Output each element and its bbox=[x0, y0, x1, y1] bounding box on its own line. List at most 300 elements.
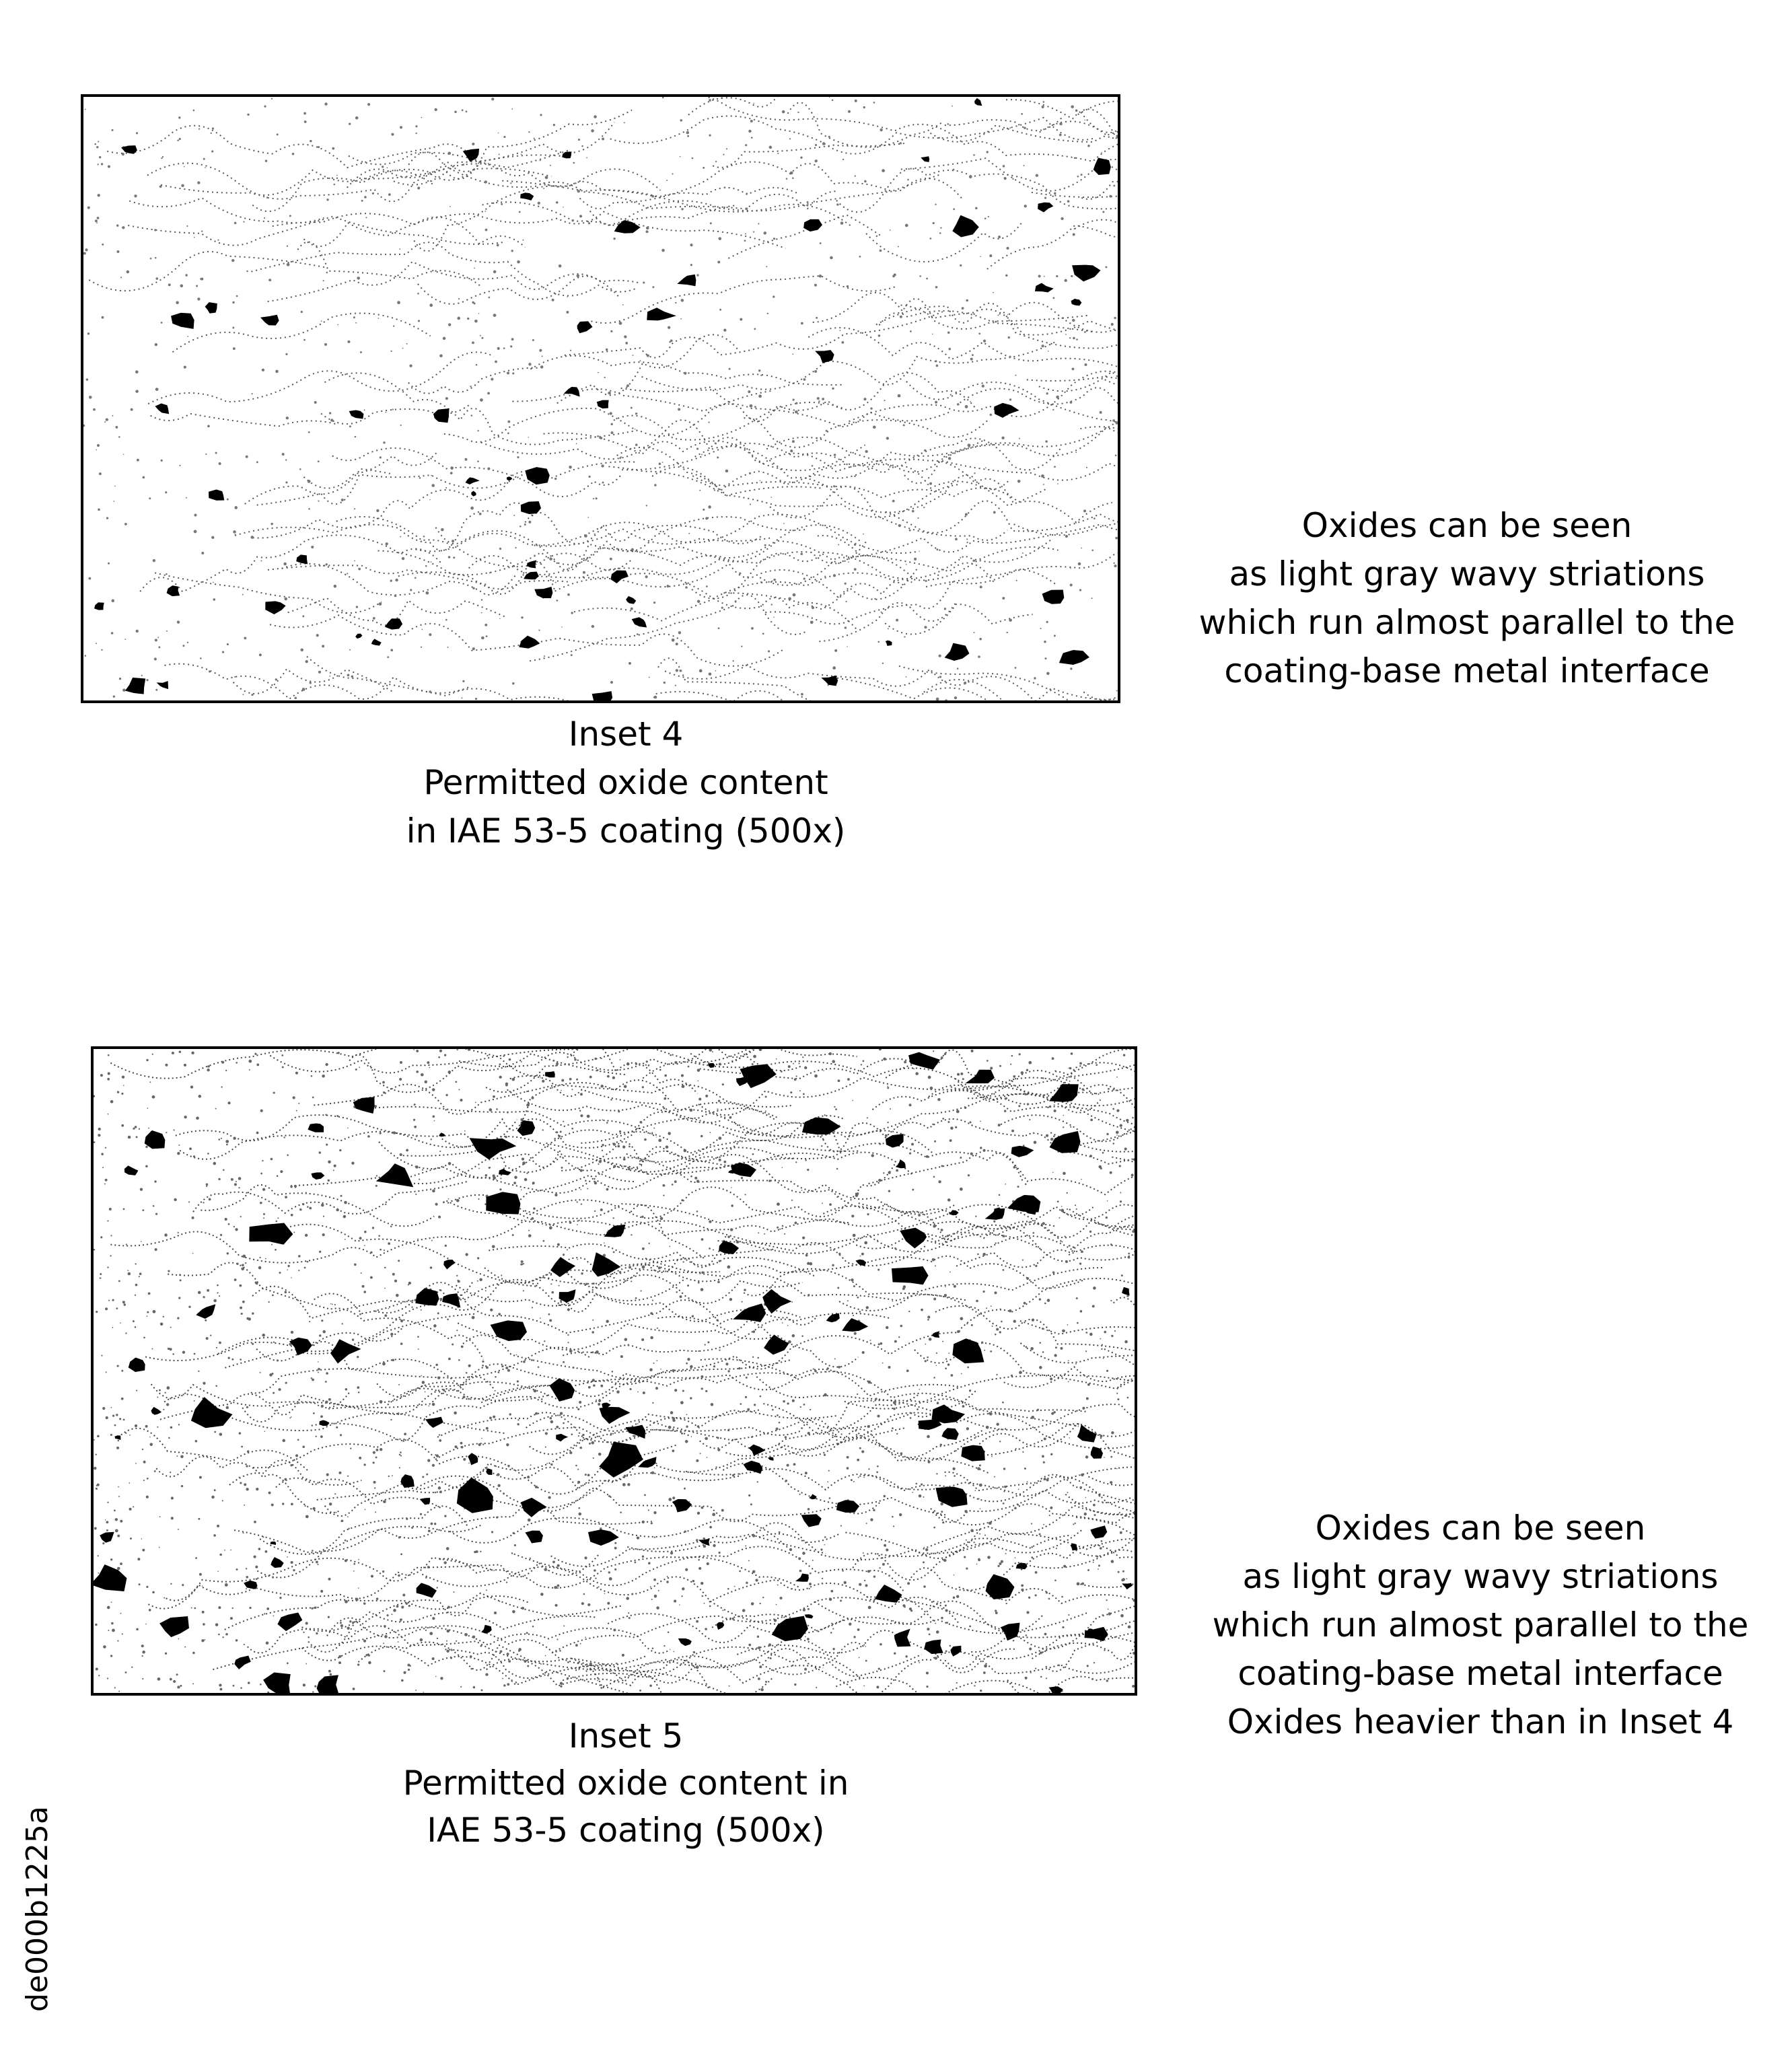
speckle bbox=[696, 1539, 698, 1541]
speckle bbox=[1073, 233, 1075, 236]
speckle bbox=[108, 1054, 110, 1056]
speckle bbox=[1047, 1106, 1049, 1108]
speckle bbox=[584, 534, 587, 538]
speckle bbox=[511, 250, 513, 252]
speckle bbox=[423, 1692, 424, 1693]
speckle bbox=[230, 1550, 231, 1551]
oxide-particle bbox=[125, 678, 145, 694]
speckle bbox=[1048, 351, 1049, 352]
speckle bbox=[705, 1390, 707, 1392]
speckle bbox=[474, 268, 475, 269]
speckle bbox=[600, 1385, 603, 1387]
speckle bbox=[1110, 1481, 1112, 1484]
speckle bbox=[282, 1503, 284, 1505]
speckle bbox=[336, 1115, 338, 1117]
speckle bbox=[829, 1203, 832, 1206]
speckle bbox=[472, 341, 474, 344]
speckle bbox=[311, 1377, 312, 1379]
speckle bbox=[592, 1331, 594, 1334]
speckle bbox=[303, 112, 306, 115]
speckle bbox=[497, 244, 499, 246]
speckle bbox=[505, 1084, 508, 1087]
speckle bbox=[286, 417, 289, 419]
speckle bbox=[439, 1439, 441, 1442]
speckle bbox=[654, 484, 657, 486]
speckle bbox=[495, 1376, 497, 1378]
speckle bbox=[142, 1549, 145, 1552]
speckle bbox=[382, 166, 384, 168]
speckle bbox=[840, 1525, 842, 1526]
speckle bbox=[96, 449, 97, 451]
speckle bbox=[209, 1198, 211, 1201]
oxide-particle bbox=[1042, 589, 1065, 604]
speckle bbox=[1107, 1200, 1108, 1202]
speckle bbox=[978, 1498, 979, 1499]
oxide-striation bbox=[481, 420, 865, 470]
speckle bbox=[645, 1064, 647, 1066]
speckle bbox=[882, 663, 884, 664]
speckle bbox=[193, 1155, 195, 1157]
speckle bbox=[1067, 200, 1070, 203]
speckle bbox=[560, 1300, 562, 1302]
speckle bbox=[123, 1208, 125, 1210]
speckle bbox=[278, 1388, 281, 1391]
speckle bbox=[322, 1233, 325, 1236]
speckle bbox=[945, 1651, 947, 1653]
speckle bbox=[166, 1403, 169, 1406]
speckle bbox=[1051, 1412, 1054, 1415]
oxide-particle bbox=[768, 1457, 774, 1460]
speckle bbox=[110, 1558, 112, 1560]
speckle bbox=[400, 536, 401, 537]
speckle bbox=[500, 1178, 501, 1179]
speckle bbox=[866, 1523, 867, 1524]
speckle bbox=[666, 1145, 669, 1149]
speckle bbox=[1003, 1468, 1005, 1470]
speckle bbox=[626, 1062, 630, 1066]
speckle bbox=[658, 1266, 661, 1269]
speckle bbox=[135, 1263, 136, 1264]
speckle bbox=[1131, 1657, 1132, 1658]
speckle bbox=[375, 1511, 376, 1513]
speckle bbox=[851, 1479, 853, 1481]
speckle bbox=[1009, 1309, 1011, 1312]
speckle bbox=[670, 1411, 674, 1414]
speckle bbox=[962, 307, 964, 310]
speckle bbox=[563, 207, 564, 208]
speckle bbox=[1046, 672, 1050, 676]
oxide-striation bbox=[359, 110, 632, 179]
speckle bbox=[624, 335, 626, 338]
speckle bbox=[1110, 1243, 1112, 1245]
oxide-particle bbox=[733, 1303, 766, 1322]
speckle bbox=[1077, 1582, 1080, 1585]
speckle bbox=[322, 1075, 325, 1078]
speckle bbox=[1034, 1141, 1037, 1144]
speckle bbox=[698, 1350, 699, 1352]
speckle bbox=[581, 145, 583, 147]
speckle bbox=[116, 225, 118, 227]
oxide-striation bbox=[118, 1429, 310, 1472]
speckle bbox=[560, 1685, 562, 1687]
speckle bbox=[943, 1559, 947, 1562]
speckle bbox=[966, 1427, 969, 1430]
speckle bbox=[184, 366, 186, 369]
speckle bbox=[668, 1132, 671, 1135]
speckle bbox=[1043, 101, 1045, 103]
speckle bbox=[777, 1414, 779, 1416]
speckle bbox=[122, 226, 124, 229]
speckle bbox=[323, 280, 324, 281]
speckle bbox=[976, 1300, 978, 1303]
oxide-striation bbox=[408, 368, 540, 394]
speckle bbox=[390, 1419, 392, 1420]
speckle bbox=[1007, 632, 1008, 633]
oxide-striation bbox=[282, 564, 517, 595]
speckle bbox=[236, 1181, 237, 1182]
speckle bbox=[475, 698, 477, 700]
oxide-particle bbox=[1072, 265, 1100, 282]
speckle bbox=[101, 1153, 104, 1155]
speckle bbox=[435, 1203, 437, 1206]
speckle bbox=[113, 501, 114, 502]
speckle bbox=[135, 370, 139, 373]
speckle bbox=[977, 1254, 979, 1256]
speckle bbox=[712, 1051, 713, 1052]
oxide-particle bbox=[795, 1573, 809, 1581]
oxide-striation bbox=[879, 311, 1094, 332]
speckle bbox=[246, 1568, 247, 1569]
speckle bbox=[972, 559, 975, 562]
speckle bbox=[829, 1497, 831, 1499]
speckle bbox=[135, 1126, 137, 1128]
speckle bbox=[652, 1299, 653, 1301]
speckle bbox=[909, 1153, 911, 1155]
speckle bbox=[134, 194, 137, 197]
speckle bbox=[757, 1357, 759, 1359]
speckle bbox=[829, 1598, 832, 1601]
oxide-striation bbox=[358, 1642, 805, 1693]
speckle bbox=[1038, 275, 1041, 277]
speckle bbox=[634, 1435, 636, 1437]
oxide-striation bbox=[652, 467, 960, 517]
speckle bbox=[422, 1476, 424, 1478]
speckle bbox=[365, 1654, 367, 1656]
speckle bbox=[523, 1290, 524, 1291]
speckle bbox=[560, 1412, 563, 1414]
speckle bbox=[408, 1605, 410, 1607]
speckle bbox=[892, 275, 895, 278]
speckle bbox=[752, 1153, 754, 1155]
speckle bbox=[747, 1408, 750, 1411]
speckle bbox=[1040, 1651, 1042, 1654]
speckle bbox=[157, 1426, 158, 1428]
oxide-striation bbox=[469, 525, 860, 575]
speckle bbox=[141, 1655, 143, 1657]
speckle bbox=[301, 311, 303, 313]
speckle bbox=[919, 1389, 920, 1390]
speckle bbox=[148, 1128, 149, 1129]
speckle bbox=[242, 1301, 245, 1303]
speckle bbox=[217, 1285, 219, 1287]
speckle bbox=[801, 322, 803, 325]
speckle bbox=[329, 412, 331, 414]
speckle bbox=[540, 1663, 542, 1665]
speckle bbox=[291, 1503, 293, 1505]
speckle bbox=[213, 1534, 216, 1537]
speckle bbox=[610, 1099, 612, 1101]
speckle bbox=[651, 554, 653, 556]
speckle bbox=[461, 1446, 464, 1449]
speckle bbox=[666, 585, 669, 587]
speckle bbox=[100, 1273, 102, 1275]
speckle bbox=[635, 412, 637, 414]
speckle bbox=[115, 426, 118, 429]
speckle bbox=[814, 284, 817, 287]
inset-4-note bbox=[1171, 501, 1763, 695]
speckle bbox=[429, 1530, 431, 1531]
speckle bbox=[909, 530, 911, 532]
speckle bbox=[126, 1243, 127, 1245]
speckle bbox=[578, 1513, 581, 1516]
speckle bbox=[750, 404, 753, 408]
speckle bbox=[567, 1342, 569, 1343]
speckle bbox=[395, 579, 398, 581]
speckle bbox=[306, 1192, 307, 1193]
speckle bbox=[681, 208, 683, 210]
speckle bbox=[445, 1245, 447, 1247]
speckle bbox=[112, 1327, 113, 1328]
speckle bbox=[177, 1152, 180, 1155]
speckle bbox=[684, 1488, 686, 1490]
speckle bbox=[801, 1190, 803, 1191]
speckle bbox=[299, 1208, 302, 1211]
speckle bbox=[862, 1060, 864, 1062]
speckle bbox=[512, 1610, 515, 1614]
speckle bbox=[708, 421, 709, 423]
speckle bbox=[612, 1371, 614, 1373]
speckle bbox=[606, 349, 608, 351]
speckle bbox=[439, 1490, 442, 1493]
speckle bbox=[349, 425, 351, 427]
speckle bbox=[1133, 1652, 1135, 1655]
oxide-striation bbox=[1007, 1669, 1135, 1693]
oxide-striation bbox=[859, 1476, 1135, 1514]
speckle bbox=[97, 194, 100, 196]
speckle bbox=[1073, 1246, 1075, 1248]
speckle bbox=[1033, 1132, 1034, 1134]
speckle bbox=[349, 649, 351, 651]
speckle bbox=[503, 1055, 505, 1057]
speckle bbox=[200, 278, 202, 280]
speckle bbox=[1044, 657, 1046, 659]
speckle bbox=[618, 1110, 620, 1112]
speckle bbox=[894, 1340, 897, 1343]
speckle bbox=[645, 575, 648, 578]
speckle bbox=[1007, 314, 1009, 316]
speckle bbox=[347, 674, 350, 676]
inset-5-note-line: as light gray wavy striations bbox=[1242, 1557, 1719, 1596]
speckle bbox=[1068, 1360, 1069, 1361]
speckle bbox=[290, 1561, 293, 1564]
speckle bbox=[400, 1620, 401, 1622]
speckle bbox=[722, 1083, 724, 1085]
speckle bbox=[1074, 157, 1076, 159]
oxide-striation bbox=[1006, 100, 1118, 140]
speckle bbox=[939, 232, 941, 234]
speckle bbox=[417, 293, 419, 295]
oxide-striation bbox=[89, 252, 326, 291]
speckle bbox=[765, 1681, 767, 1683]
speckle bbox=[752, 1063, 754, 1065]
speckle bbox=[227, 643, 229, 645]
speckle bbox=[243, 221, 244, 223]
speckle bbox=[709, 99, 711, 102]
oxide-striation bbox=[523, 573, 857, 628]
speckle bbox=[950, 1126, 954, 1130]
speckle bbox=[1124, 1147, 1127, 1150]
speckle bbox=[980, 585, 982, 588]
speckle bbox=[787, 1402, 789, 1404]
speckle bbox=[1077, 1322, 1079, 1324]
speckle bbox=[184, 1064, 186, 1066]
speckle bbox=[957, 667, 959, 670]
oxide-striation bbox=[943, 424, 1118, 457]
speckle bbox=[1131, 1173, 1134, 1176]
speckle bbox=[1104, 1331, 1106, 1334]
speckle bbox=[419, 1178, 420, 1180]
speckle bbox=[567, 1308, 570, 1311]
speckle bbox=[980, 1121, 981, 1122]
speckle bbox=[219, 1342, 221, 1344]
speckle bbox=[701, 1582, 703, 1585]
speckle bbox=[400, 1455, 402, 1456]
speckle bbox=[927, 1461, 930, 1463]
speckle bbox=[263, 1213, 265, 1215]
speckle bbox=[466, 1372, 468, 1374]
speckle bbox=[316, 1561, 318, 1564]
speckle bbox=[969, 1625, 971, 1627]
speckle bbox=[170, 1327, 172, 1328]
speckle bbox=[1071, 105, 1074, 108]
speckle bbox=[969, 1389, 971, 1391]
speckle bbox=[732, 1474, 735, 1477]
speckle bbox=[796, 1075, 797, 1077]
speckle bbox=[425, 1577, 427, 1579]
speckle bbox=[692, 157, 694, 159]
speckle bbox=[824, 576, 826, 577]
speckle bbox=[121, 1398, 124, 1400]
speckle bbox=[794, 1079, 797, 1081]
speckle bbox=[499, 618, 501, 620]
speckle bbox=[358, 1391, 360, 1394]
oxide-particle bbox=[728, 1169, 734, 1173]
speckle bbox=[245, 1262, 246, 1264]
speckle bbox=[487, 1055, 488, 1056]
speckle bbox=[998, 1124, 1001, 1126]
speckle bbox=[1122, 1570, 1124, 1572]
speckle bbox=[325, 1401, 328, 1404]
speckle bbox=[753, 231, 754, 233]
speckle bbox=[700, 1453, 701, 1454]
speckle bbox=[883, 1058, 886, 1061]
speckle bbox=[285, 1382, 287, 1384]
speckle bbox=[569, 1078, 572, 1081]
speckle bbox=[204, 1639, 205, 1640]
speckle bbox=[94, 1527, 97, 1530]
speckle bbox=[560, 1130, 562, 1132]
speckle bbox=[693, 1651, 695, 1653]
speckle bbox=[431, 1523, 433, 1525]
oxide-particle bbox=[802, 1117, 841, 1134]
speckle bbox=[271, 1158, 273, 1161]
speckle bbox=[1042, 1455, 1044, 1457]
speckle bbox=[431, 561, 432, 563]
speckle bbox=[170, 1583, 172, 1585]
oxide-striation bbox=[684, 1639, 865, 1668]
speckle bbox=[824, 1454, 826, 1456]
speckle bbox=[613, 1143, 616, 1145]
speckle bbox=[834, 649, 837, 652]
oxide-particle bbox=[986, 1574, 1015, 1599]
speckle bbox=[268, 279, 271, 281]
speckle bbox=[999, 314, 1001, 315]
speckle bbox=[555, 582, 557, 583]
oxide-particle bbox=[952, 1338, 984, 1363]
speckle bbox=[106, 1521, 109, 1523]
oxide-particle bbox=[507, 476, 512, 480]
oxide-striation bbox=[723, 569, 917, 610]
speckle bbox=[612, 1433, 614, 1435]
oxide-particle bbox=[534, 587, 552, 598]
speckle bbox=[749, 472, 751, 474]
oxide-striation bbox=[853, 1530, 1081, 1580]
speckle bbox=[427, 1459, 430, 1461]
speckle bbox=[975, 207, 978, 210]
speckle bbox=[620, 1355, 623, 1358]
speckle bbox=[919, 1662, 920, 1663]
speckle bbox=[285, 1196, 287, 1198]
speckle bbox=[334, 1304, 336, 1305]
speckle bbox=[759, 1049, 762, 1051]
oxide-striation bbox=[924, 680, 1118, 700]
speckle bbox=[808, 1294, 810, 1296]
speckle bbox=[489, 1108, 493, 1112]
speckle bbox=[773, 579, 776, 581]
speckle bbox=[619, 1271, 621, 1273]
speckle bbox=[1041, 106, 1044, 108]
oxide-striation bbox=[213, 1627, 670, 1669]
speckle bbox=[447, 1071, 451, 1074]
speckle bbox=[135, 1326, 137, 1328]
speckle bbox=[530, 1558, 531, 1559]
speckle bbox=[713, 1250, 714, 1251]
oxide-particle bbox=[1059, 650, 1089, 665]
oxide-striation bbox=[302, 1647, 612, 1686]
speckle bbox=[303, 1632, 304, 1633]
speckle bbox=[804, 1668, 807, 1671]
speckle bbox=[179, 1274, 181, 1276]
speckle bbox=[227, 499, 229, 501]
speckle bbox=[789, 138, 791, 139]
speckle bbox=[1067, 1492, 1068, 1493]
oxide-striation bbox=[686, 1467, 1135, 1496]
speckle bbox=[938, 1459, 939, 1461]
speckle bbox=[718, 237, 721, 240]
speckle bbox=[166, 630, 168, 632]
speckle bbox=[802, 1237, 805, 1239]
oxide-particle bbox=[457, 1478, 493, 1513]
